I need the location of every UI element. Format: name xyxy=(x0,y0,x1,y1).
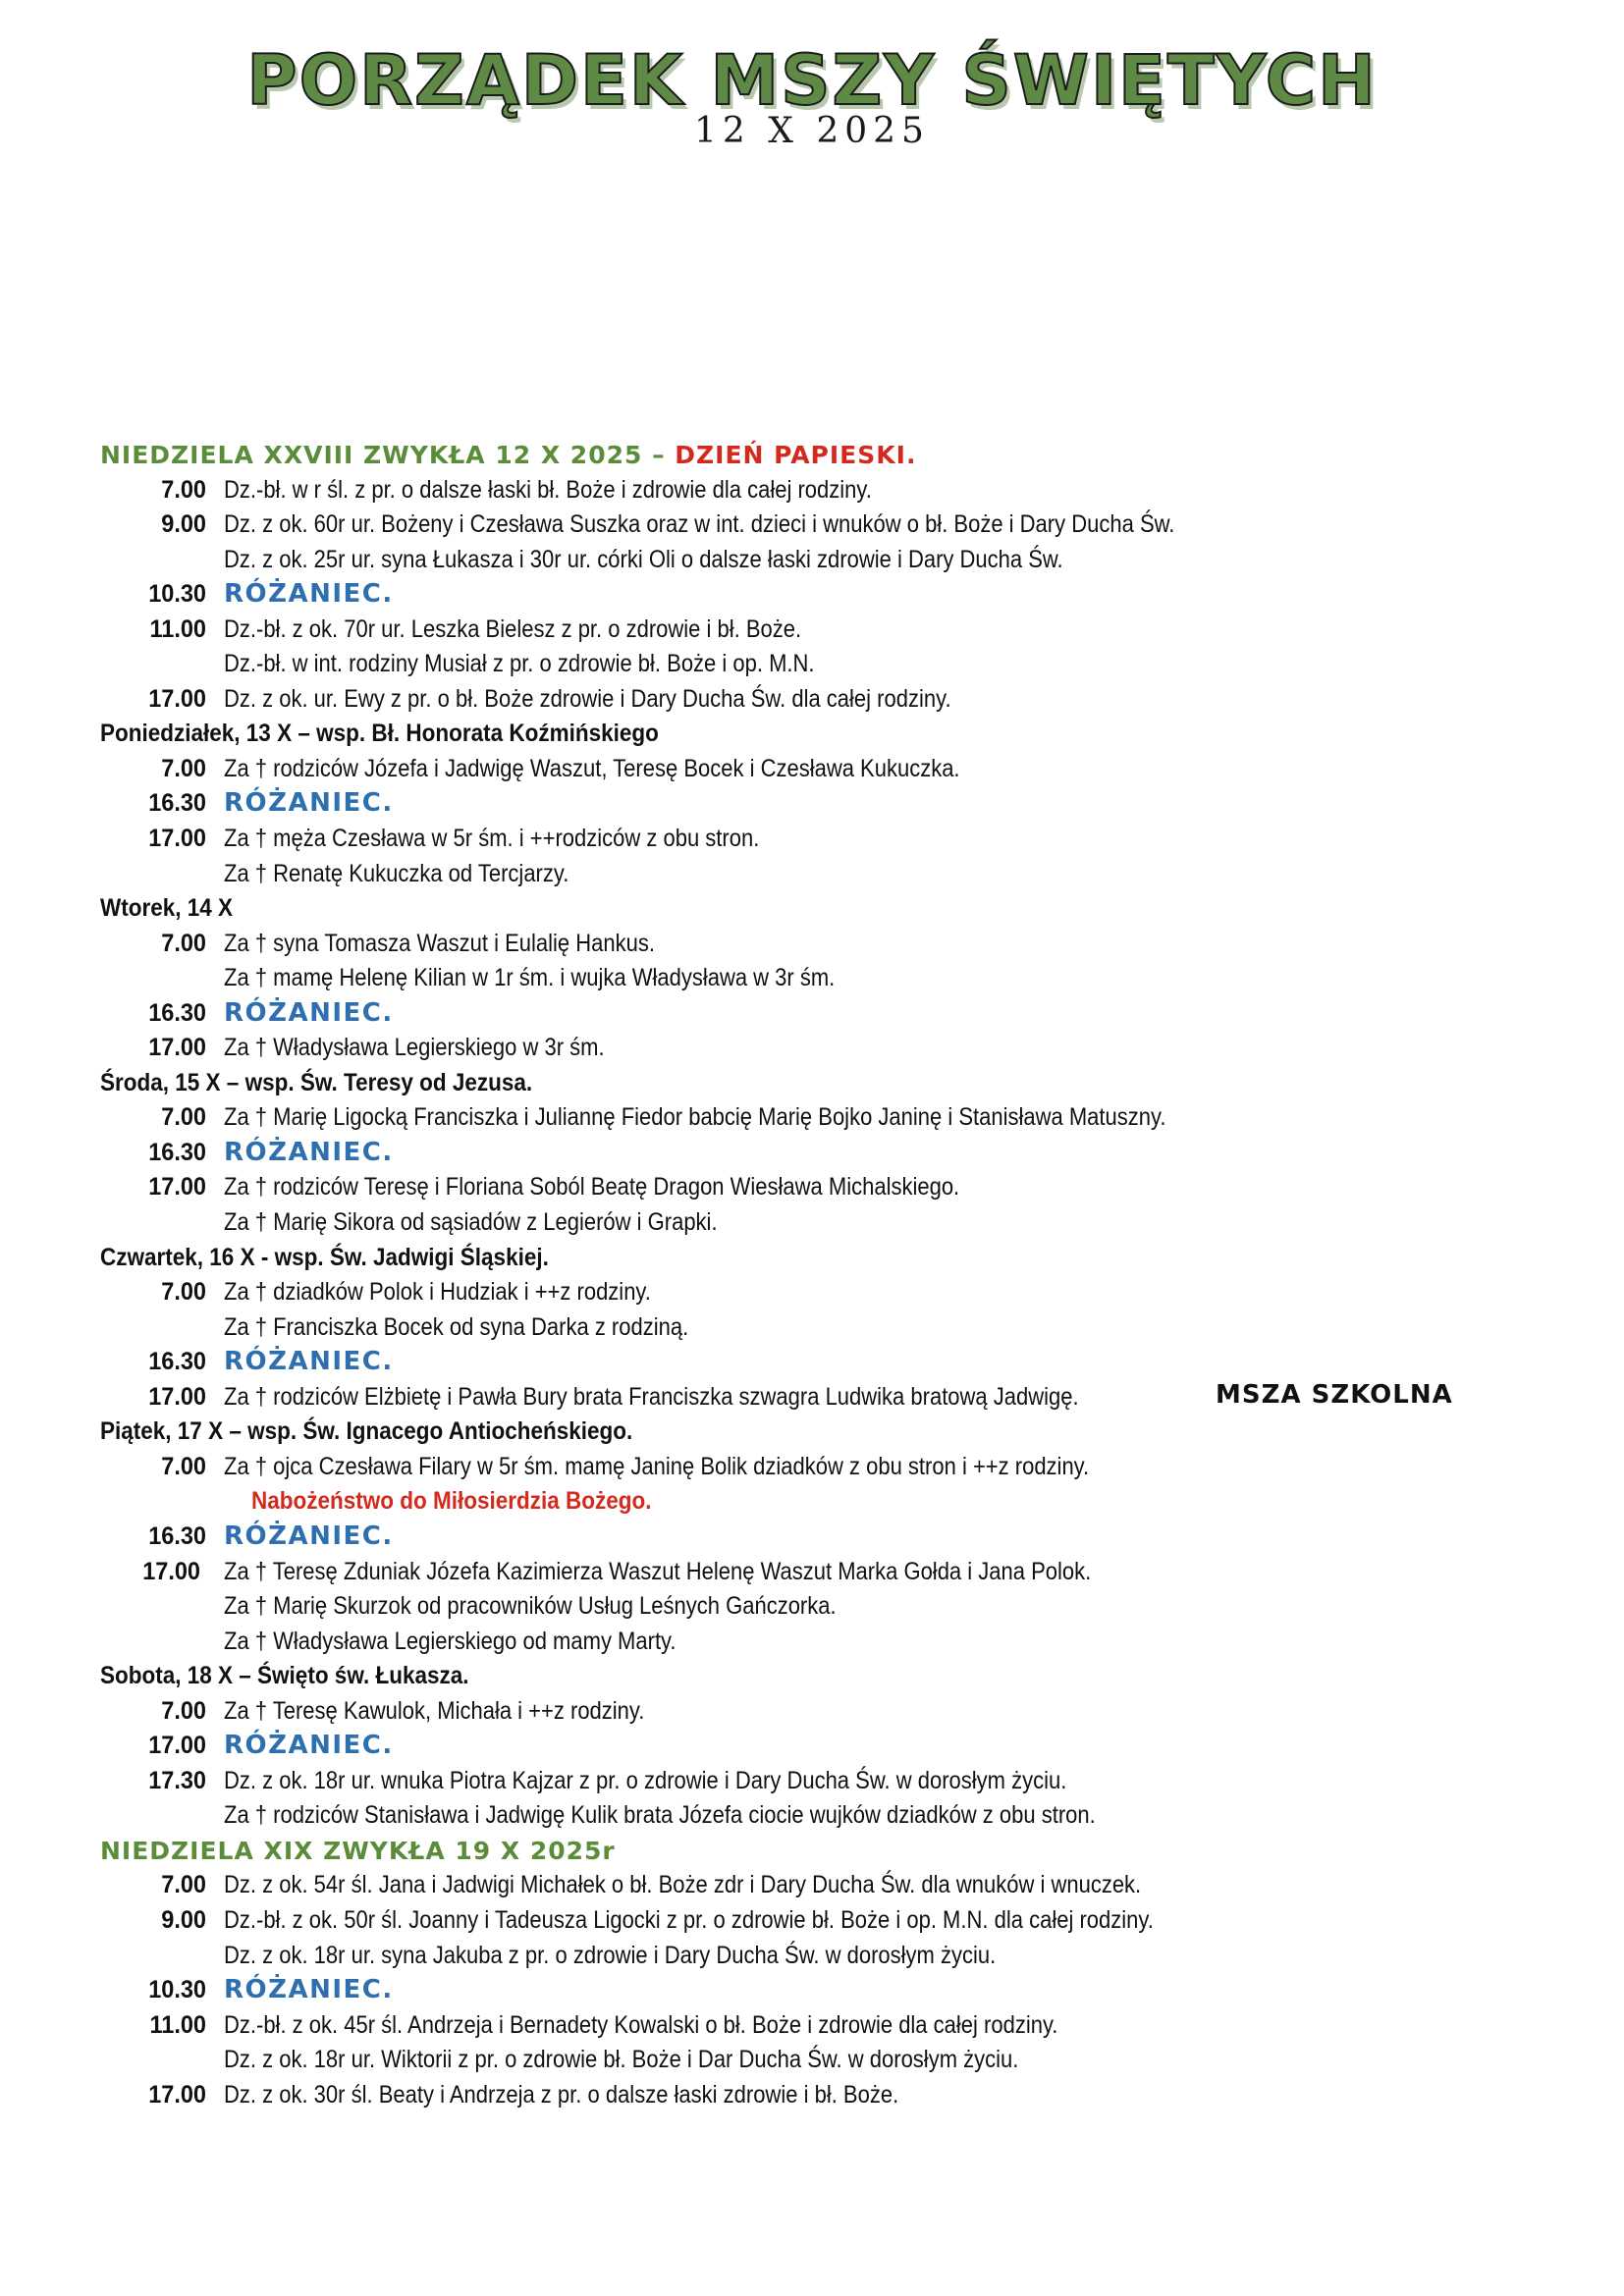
mass-entry xyxy=(100,1589,1534,1625)
mass-time: 17.00 xyxy=(148,2080,206,2109)
mass-time: 7.00 xyxy=(161,1871,206,1899)
rosary-entry xyxy=(100,1729,1534,1764)
mass-entry xyxy=(100,1310,1534,1346)
mass-entry xyxy=(100,1868,1534,1903)
mass-time: 9.00 xyxy=(161,1905,206,1934)
sunday-heading xyxy=(100,1834,1534,1869)
day-heading xyxy=(100,891,1534,927)
mass-entry xyxy=(100,1798,1534,1834)
mass-time: 11.00 xyxy=(149,614,206,643)
rosary-entry xyxy=(100,1136,1534,1171)
mass-time: 17.00 xyxy=(148,1382,206,1411)
mass-intention: Dz. z ok. 18r ur. wnuka Piotra Kajzar z pr. o zdrowie i Dary Ducha Św. w dorosłym życiu. xyxy=(224,1766,1067,1794)
day-title: Poniedziałek, 13 X – wsp. Bł. Honorata Koźmińskiego xyxy=(100,720,659,748)
mass-entry xyxy=(100,473,1534,508)
rosary-label: RÓŻANIEC. xyxy=(224,1137,394,1167)
mass-time: 9.00 xyxy=(161,510,206,539)
mass-entry xyxy=(100,1903,1534,1939)
mass-intention: Za † rodziców Józefa i Jadwigę Waszut, Teresę Bocek i Czesława Kukuczka. xyxy=(224,754,960,782)
mass-entry xyxy=(100,2008,1534,2044)
mass-entry xyxy=(100,507,1534,543)
mass-time: 7.00 xyxy=(161,1452,206,1480)
mass-intention: Za † rodziców Teresę i Floriana Soból Beatę Dragon Wiesława Michalskiego. xyxy=(224,1173,960,1201)
mass-entry xyxy=(100,927,1534,962)
mass-entry xyxy=(100,1380,1534,1415)
mass-time: 7.00 xyxy=(161,1278,206,1307)
sunday-heading xyxy=(100,438,1534,473)
rosary-label: RÓŻANIEC. xyxy=(224,1731,394,1761)
mass-intention: Za † Teresę Zduniak Józefa Kazimierza Waszut Helenę Waszut Marka Gołda i Jana Polok. xyxy=(224,1557,1092,1585)
mass-intention: Za † Marię Ligocką Franciszka i Juliannę Fiedor babcię Marię Bojko Janinę i Stanisława Matuszny. xyxy=(224,1103,1166,1132)
sunday-title: NIEDZIELA XIX ZWYKŁA 19 X 2025r xyxy=(100,1836,616,1865)
day-heading xyxy=(100,717,1534,752)
rosary-label: RÓŻANIEC. xyxy=(224,788,394,819)
devotion-note xyxy=(100,1484,1534,1520)
rosary-time: 10.30 xyxy=(148,580,206,609)
mass-time: 17.00 xyxy=(148,825,206,853)
papal-day-label: DZIEŃ PAPIESKI. xyxy=(675,441,917,469)
mass-intention: Dz. z ok. 60r ur. Bożeny i Czesława Suszka oraz w int. dzieci i wnuków o bł. Boże i Dary Ducha Św. xyxy=(224,510,1175,539)
mass-entry xyxy=(100,613,1534,648)
mass-time: 7.00 xyxy=(161,1103,206,1132)
mass-intention: Dz. z ok. 18r ur. Wiktorii z pr. o zdrowie bł. Boże i Dar Ducha Św. w dorosłym życiu. xyxy=(224,2046,1019,2074)
mass-intention: Dz. z ok. 18r ur. syna Jakuba z pr. o zdrowie i Dary Ducha Św. w dorosłym życiu. xyxy=(224,1941,997,1969)
mass-time: 17.30 xyxy=(148,1766,206,1794)
rosary-time: 16.30 xyxy=(148,998,206,1027)
mass-intention: Za † Władysława Legierskiego od mamy Marty. xyxy=(224,1627,677,1655)
mass-intention: Za † Renatę Kukuczka od Tercjarzy. xyxy=(224,859,569,887)
rosary-label: RÓŻANIEC. xyxy=(224,997,394,1028)
mass-intention: Dz. z ok. ur. Ewy z pr. o bł. Boże zdrowie i Dary Ducha Św. dla całej rodziny. xyxy=(224,684,951,713)
day-title: Środa, 15 X – wsp. Św. Teresy od Jezusa. xyxy=(100,1068,533,1096)
day-title: Czwartek, 16 X - wsp. Św. Jadwigi Śląskiej. xyxy=(100,1243,549,1271)
mass-intention: Za † syna Tomasza Waszut i Eulalię Hankus. xyxy=(224,929,655,957)
rosary-time: 16.30 xyxy=(148,1138,206,1166)
rosary-time: 10.30 xyxy=(148,1976,206,2004)
page-date: 12 X 2025 xyxy=(694,111,930,151)
mass-intention: Za † ojca Czesława Filary w 5r śm. mamę Janinę Bolik dziadków z obu stron i ++z rodziny. xyxy=(224,1452,1090,1480)
mass-time: 17.00 xyxy=(148,684,206,713)
mass-schedule xyxy=(100,438,1534,2112)
day-title: Sobota, 18 X – Święto św. Łukasza. xyxy=(100,1662,469,1690)
rosary-label: RÓŻANIEC. xyxy=(224,1975,394,2005)
mass-time: 11.00 xyxy=(149,2010,206,2039)
mass-intention: Dz. z ok. 25r ur. syna Łukasza i 30r ur. córki Oli o dalsze łaski zdrowie i Dary Ducha Św. xyxy=(224,545,1063,573)
day-title: Piątek, 17 X – wsp. Św. Ignacego Antiocheńskiego. xyxy=(100,1417,633,1446)
mass-entry xyxy=(100,961,1534,996)
mass-entry xyxy=(100,1205,1534,1241)
mass-intention: Dz.-bł. z ok. 50r śl. Joanny i Tadeusza Ligocki z pr. o zdrowie bł. Boże i op. M.N. dla całej rodziny. xyxy=(224,1905,1154,1934)
mass-entry xyxy=(100,1100,1534,1136)
mass-entry xyxy=(100,752,1534,787)
mass-entry xyxy=(100,1555,1534,1590)
mass-entry xyxy=(100,1764,1534,1799)
rosary-time: 16.30 xyxy=(148,1348,206,1376)
mass-entry xyxy=(100,1031,1534,1066)
mass-intention: Dz. z ok. 30r śl. Beaty i Andrzeja z pr. o dalsze łaski zdrowie i bł. Boże. xyxy=(224,2080,899,2109)
mass-intention: Za † dziadków Polok i Hudziak i ++z rodziny. xyxy=(224,1278,651,1307)
mass-time: 17.00 xyxy=(148,1034,206,1062)
mass-entry xyxy=(100,1450,1534,1485)
rosary-entry xyxy=(100,786,1534,822)
mass-time: 17.00 xyxy=(142,1557,200,1585)
mass-entry xyxy=(100,1939,1534,1974)
mass-intention: Za † mamę Helenę Kilian w 1r śm. i wujka Władysława w 3r śm. xyxy=(224,964,836,992)
school-mass-label: MSZA SZKOLNA xyxy=(1216,1379,1453,1410)
mass-intention: Dz.-bł. z ok. 45r śl. Andrzeja i Bernadety Kowalski o bł. Boże i zdrowie dla całej rodziny. xyxy=(224,2010,1058,2039)
mass-intention: Za † Franciszka Bocek od syna Darka z rodziną. xyxy=(224,1312,689,1341)
rosary-time: 17.00 xyxy=(148,1732,206,1760)
mass-time: 7.00 xyxy=(161,929,206,957)
page-title: PORZĄDEK MSZY ŚWIĘTYCH xyxy=(246,40,1378,121)
mass-intention: Dz. z ok. 54r śl. Jana i Jadwigi Michałek o bł. Boże zdr i Dary Ducha Św. dla wnuków i wnuczek. xyxy=(224,1871,1142,1899)
mass-entry xyxy=(100,857,1534,892)
rosary-label: RÓŻANIEC. xyxy=(224,1347,394,1377)
rosary-time: 16.30 xyxy=(148,789,206,818)
mass-intention: Dz.-bł. w int. rodziny Musiał z pr. o zdrowie bł. Boże i op. M.N. xyxy=(224,650,815,678)
day-heading xyxy=(100,1241,1534,1276)
mass-time: 7.00 xyxy=(161,754,206,782)
mass-entry xyxy=(100,1694,1534,1730)
mass-time: 7.00 xyxy=(161,475,206,504)
mass-entry xyxy=(100,682,1534,718)
mass-entry xyxy=(100,2043,1534,2078)
mass-intention: Dz.-bł. w r śl. z pr. o dalsze łaski bł. Boże i zdrowie dla całej rodziny. xyxy=(224,475,872,504)
day-heading xyxy=(100,1066,1534,1101)
mass-intention: Za † rodziców Elżbietę i Pawła Bury brata Franciszka szwagra Ludwika bratową Jadwigę. xyxy=(224,1382,1079,1411)
rosary-label: RÓŻANIEC. xyxy=(224,1521,394,1551)
day-title: Wtorek, 14 X xyxy=(100,894,234,923)
mass-intention: Za † Władysława Legierskiego w 3r śm. xyxy=(224,1034,605,1062)
mass-entry xyxy=(100,543,1534,578)
mass-entry xyxy=(100,2078,1534,2113)
rosary-entry xyxy=(100,577,1534,613)
mass-time: 17.00 xyxy=(148,1173,206,1201)
rosary-entry xyxy=(100,1973,1534,2008)
mass-time: 7.00 xyxy=(161,1696,206,1725)
day-heading xyxy=(100,1659,1534,1694)
mass-entry xyxy=(100,822,1534,857)
mass-entry xyxy=(100,1275,1534,1310)
mass-intention: Za † męża Czesława w 5r śm. i ++rodziców z obu stron. xyxy=(224,825,760,853)
rosary-entry xyxy=(100,996,1534,1032)
rosary-entry xyxy=(100,1345,1534,1380)
day-heading xyxy=(100,1415,1534,1450)
mass-intention: Za † Marię Skurzok od pracowników Usług Leśnych Gańczorka. xyxy=(224,1592,837,1621)
rosary-time: 16.30 xyxy=(148,1522,206,1550)
mass-intention: Za † Marię Sikora od sąsiadów z Legierów i Grapki. xyxy=(224,1208,718,1237)
rosary-label: RÓŻANIEC. xyxy=(224,579,394,610)
header xyxy=(0,41,1624,149)
sunday-title: NIEDZIELA XXVIII ZWYKŁA 12 X 2025 – xyxy=(100,441,676,469)
mass-intention: Dz.-bł. z ok. 70r ur. Leszka Bielesz z pr. o zdrowie i bł. Boże. xyxy=(224,614,802,643)
mass-entry xyxy=(100,1170,1534,1205)
devotion-label: Nabożeństwo do Miłosierdzia Bożego. xyxy=(251,1487,652,1516)
mass-intention: Za † Teresę Kawulok, Michała i ++z rodziny. xyxy=(224,1696,645,1725)
mass-entry xyxy=(100,1625,1534,1660)
mass-entry xyxy=(100,647,1534,682)
mass-intention: Za † rodziców Stanisława i Jadwigę Kulik brata Józefa ciocie wujków dziadków z obu stron. xyxy=(224,1801,1096,1830)
rosary-entry xyxy=(100,1520,1534,1555)
